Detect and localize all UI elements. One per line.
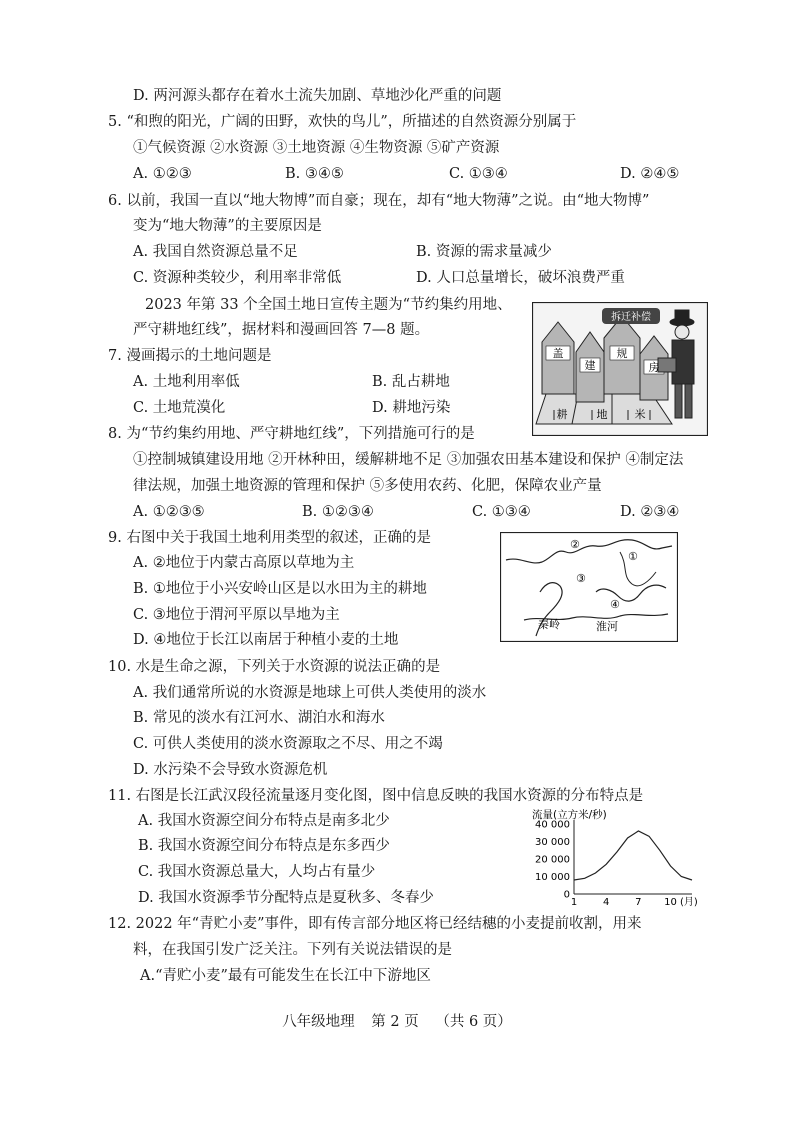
q8-option-d: D. ②③④ [620, 504, 680, 520]
q11-option-a: A. 我国水资源空间分布特点是南多北少 [138, 813, 390, 829]
chart-x-axis-label: (月) [680, 897, 698, 908]
q6-option-b: B. 资源的需求量减少 [416, 244, 552, 260]
q11-option-b: B. 我国水资源空间分布特点是东多西少 [138, 838, 390, 854]
land-use-map [500, 532, 678, 642]
q10-stem: 10. 水是生命之源，下列关于水资源的说法正确的是 [108, 659, 441, 675]
y-tick-label: 0 [563, 889, 570, 901]
q5-option-a: A. ①②③ [133, 166, 192, 182]
q8-items-2: 律法规，加强土地资源的管理和保护 ⑤多使用农药、化肥，保障农业产量 [133, 478, 602, 494]
cartoon-field-3-text: 米 [634, 408, 646, 421]
q7-option-c: C. 土地荒漠化 [133, 400, 226, 416]
q10-option-c: C. 可供人类使用的淡水资源取之不尽、用之不竭 [133, 736, 443, 752]
footer-subject: 八年级地理 [282, 1014, 355, 1030]
cartoon-house-4-text: 房 [648, 361, 660, 374]
q9-option-c: C. ③地位于渭河平原以旱地为主 [133, 607, 340, 623]
q7-option-b: B. 乱占耕地 [372, 374, 450, 390]
q6-option-a: A. 我国自然资源总量不足 [133, 244, 298, 260]
chart-y-axis-label: 流量(立方米/秒) [532, 809, 607, 821]
q6-stem-1: 6. 以前，我国一直以“地大物博”而自豪；现在，却有“地大物薄”之说。由“地大物博” [108, 193, 650, 209]
cartoon-house-3-text: 规 [616, 347, 628, 360]
x-tick-label: 10 [664, 897, 677, 908]
runoff-chart [522, 806, 702, 916]
q8-stem: 8. 为“节约集约用地、严守耕地红线”，下列措施可行的是 [108, 426, 475, 442]
q6-option-c: C. 资源种类较少，利用率非常低 [133, 270, 342, 286]
q10-option-d: D. 水污染不会导致水资源危机 [133, 762, 328, 778]
map-marker-3: ③ [576, 572, 586, 585]
cartoon-sign-text: 拆迁补偿 [611, 312, 651, 323]
q7-option-a: A. 土地利用率低 [133, 374, 240, 390]
runoff-series-line [574, 831, 692, 880]
x-tick-label: 1 [570, 897, 578, 908]
q4-option-d: D. 两河源头都存在着水土流失加剧、草地沙化严重的问题 [133, 88, 502, 104]
q11-option-c: C. 我国水资源总量大，人均占有量少 [138, 864, 376, 880]
q8-option-a: A. ①②③⑤ [133, 504, 205, 520]
q6-stem-2: 变为“地大物薄”的主要原因是 [133, 218, 322, 234]
material-line-2: 严守耕地红线”，据材料和漫画回答 7—8 题。 [133, 322, 430, 338]
q7-option-d: D. 耕地污染 [372, 400, 451, 416]
q8-option-b: B. ①②③④ [302, 504, 374, 520]
q9-option-a: A. ②地位于内蒙古高原以草地为主 [133, 555, 355, 571]
x-tick-label: 4 [602, 897, 610, 908]
y-tick-label: 10 000 [535, 872, 570, 883]
q8-option-c: C. ①③④ [472, 504, 531, 520]
land-cartoon [532, 302, 708, 436]
land-use-map-drawing [500, 532, 678, 642]
q5-items: ①气候资源 ②水资源 ③土地资源 ④生物资源 ⑤矿产资源 [133, 140, 500, 156]
q5-option-c: C. ①③④ [449, 166, 508, 182]
page-footer [0, 1010, 794, 1031]
runoff-chart-svg [522, 806, 702, 916]
q12-stem-2: 料，在我国引发广泛关注。下列有关说法错误的是 [133, 942, 452, 958]
q9-option-b: B. ①地位于小兴安岭山区是以水田为主的耕地 [133, 581, 427, 597]
map-marker-1: ① [628, 550, 638, 563]
y-tick-label: 40 000 [535, 819, 570, 831]
q5-stem: 5. “和煦的阳光，广阔的田野，欢快的鸟儿”，所描述的自然资源分别属于 [108, 114, 577, 130]
cartoon-field-2-text: 地 [596, 408, 608, 421]
cartoon-house-2-text: 建 [584, 359, 596, 372]
map-label-qinling: 秦岭 [538, 618, 560, 631]
q8-items-1: ①控制城镇建设用地 ②开林种田，缓解耕地不足 ③加强农田基本建设和保护 ④制定法 [133, 452, 684, 468]
x-tick-label: 7 [635, 897, 642, 908]
q12-stem-1: 12. 2022 年“青贮小麦”事件，即有传言部分地区将已经结穗的小麦提前收割，用来 [108, 916, 642, 932]
q12-option-a: A.“青贮小麦”最有可能发生在长江中下游地区 [140, 968, 431, 984]
q9-option-d: D. ④地位于长江以南居于种植小麦的土地 [133, 632, 399, 648]
footer-page: 第 2 页 [371, 1014, 419, 1030]
q10-option-b: B. 常见的淡水有江河水、湖泊水和海水 [133, 710, 385, 726]
q5-option-b: B. ③④⑤ [285, 166, 344, 182]
q7-stem: 7. 漫画揭示的土地问题是 [108, 348, 272, 364]
q6-option-d: D. 人口总量增长，破坏浪费严重 [416, 270, 625, 286]
q10-option-a: A. 我们通常所说的水资源是地球上可供人类使用的淡水 [133, 685, 487, 701]
y-tick-label: 20 000 [535, 854, 570, 866]
q11-stem: 11. 右图是长江武汉段径流量逐月变化图，图中信息反映的我国水资源的分布特点是 [108, 788, 644, 804]
cartoon-field-1-text: 耕 [556, 408, 568, 421]
q9-stem: 9. 右图中关于我国土地利用类型的叙述，正确的是 [108, 530, 431, 546]
map-label-huaihe: 淮河 [596, 620, 618, 633]
footer-total: （共 6 页） [435, 1014, 512, 1030]
q5-option-d: D. ②④⑤ [620, 166, 680, 182]
map-marker-2: ② [570, 538, 580, 551]
map-marker-4: ④ [610, 598, 620, 611]
cartoon-house-1-text: 盖 [552, 347, 564, 360]
y-tick-label: 30 000 [535, 837, 570, 848]
q11-option-d: D. 我国水资源季节分配特点是夏秋多、冬春少 [138, 890, 434, 906]
land-cartoon-illustration [532, 302, 708, 436]
material-line-1: 2023 年第 33 个全国土地日宣传主题为“节约集约用地、 [145, 297, 512, 313]
